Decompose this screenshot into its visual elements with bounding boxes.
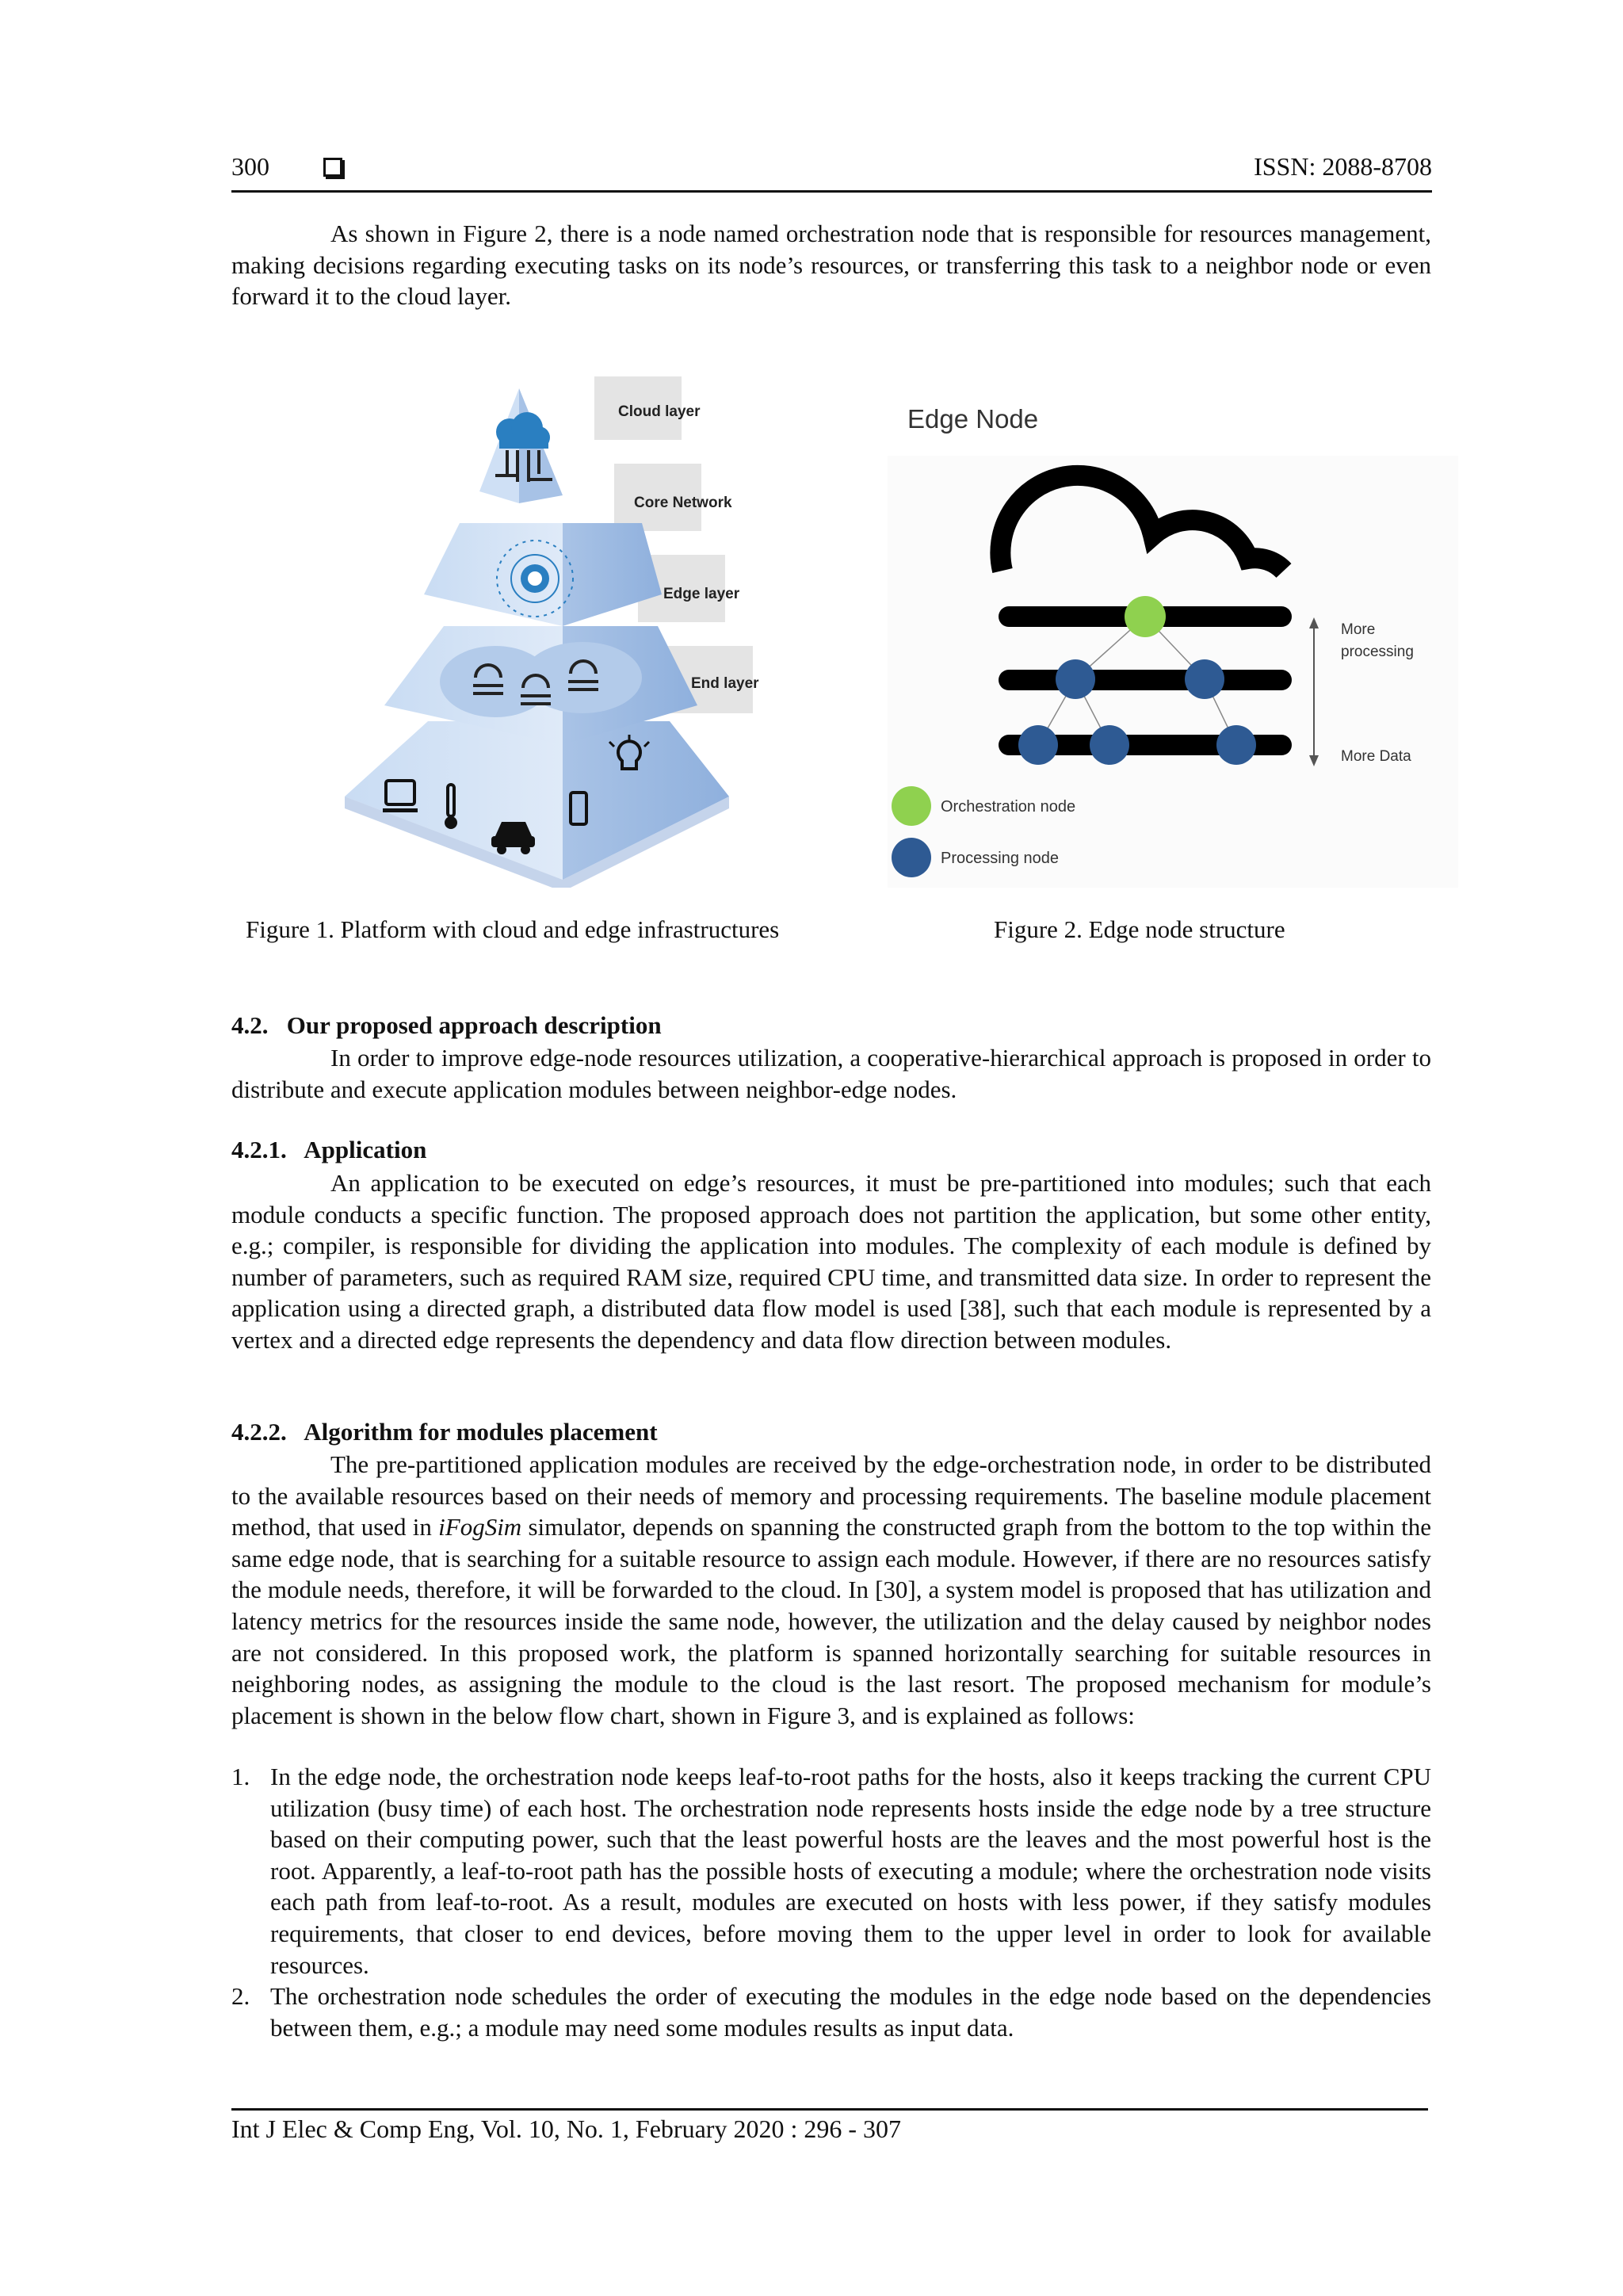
processing-node <box>1216 725 1256 765</box>
figure2-edge-node <box>888 392 1458 888</box>
arrow-top-label-2: processing <box>1341 644 1414 660</box>
figure2-title: Edge Node <box>907 404 1039 434</box>
figure2-caption: Figure 2. Edge node structure <box>994 915 1285 943</box>
processing-node <box>1090 725 1129 765</box>
figure1-label-core: Core Network <box>634 495 732 511</box>
figure1-label-edge: Edge layer <box>663 586 740 602</box>
legend-orchestration-swatch <box>892 786 931 826</box>
section-4-2-2-text <box>231 1449 1431 1731</box>
section-4-2-heading: 4.2. Our proposed approach description <box>231 1011 662 1039</box>
footer-citation: Int J Elec & Comp Eng, Vol. 10, No. 1, February 2020 : 296 - 307 <box>231 2115 901 2143</box>
text-span: simulator, depends on spanning the constructed graph from the bottom to the top within the same edge node, that is searching for a suitable resource to assign each module. However, if there are no resources satisfy the module needs, therefore, it will be forwarded to the cloud. In [30], a system model is proposed that has utilization and latency metrics for the resources inside the same node, however, the utilization and the delay caused by neighbor nodes are not considered. In this proposed work, the platform is spanned horizontally searching for suitable resources in neighboring nodes, as assigning the module to the cloud is the last resort. The proposed mechanism for module’s placement is shown in the below flow chart, shown in Figure 3, and is explained as follows: <box>231 1513 1432 1729</box>
text-span: The pre-partitioned application modules are received by the edge-orchestration node, in order to be distributed to the available resources based on their needs of memory and processing requirements. The baseline module placement method, that used in <box>231 1450 1431 1541</box>
figure1-caption: Figure 1. Platform with cloud and edge infrastructures <box>246 915 780 943</box>
simulator-name: iFogSim <box>438 1513 522 1541</box>
legend-processing-label: Processing node <box>941 850 1059 867</box>
figure1-label-cloud: Cloud layer <box>618 403 701 420</box>
legend-processing-swatch <box>892 838 931 877</box>
intro-paragraph: As shown in Figure 2, there is a node named orchestration node that is responsible for resources management, making decisions regarding executing tasks on its node’s resources, or transferring this task to a neighbor node or even forward it to the cloud layer. <box>231 220 1431 311</box>
figure1-label-end: End layer <box>691 675 759 692</box>
header-rule <box>231 190 1432 193</box>
arrow-top-label-1: More <box>1341 621 1376 638</box>
orchestration-node <box>1125 596 1166 637</box>
level-bar-middle <box>999 670 1292 690</box>
figure1-pyramid <box>297 365 789 888</box>
section-4-2-1-heading: 4.2.1. Application <box>231 1136 427 1163</box>
placement-steps-list <box>231 1761 1431 2043</box>
issn: ISSN: 2088-8708 <box>1254 152 1432 181</box>
legend-orchestration-label: Orchestration node <box>941 798 1076 816</box>
list-item: The orchestration node schedules the order of executing the modules in the edge node based on the dependencies between them, e.g.; a module may need some modules results as input data. <box>270 1982 1431 2042</box>
processing-node <box>1056 659 1095 699</box>
processing-node <box>1018 725 1058 765</box>
processing-node <box>1185 659 1224 699</box>
list-item: In the edge node, the orchestration node keeps leaf-to-root paths for the hosts, also it keeps tracking the current CPU utilization (busy time) of each host. The orchestration node represents hosts inside the edge node by a tree structure based on their computing power, such that the least powerful hosts are the leaves and the most powerful host is the root. Apparently, a leaf-to-root path has the possible hosts of executing a module; where the orchestration node visits each path from leaf-to-root. As a result, modules are executed on hosts with less power, if they satisfy modules requirements, that closer to end devices, before moving them to the upper level in order to look for available resources. <box>270 1763 1431 1979</box>
section-4-2-text: In order to improve edge-node resources utilization, a cooperative-hierarchical approach is proposed in order to distribute and execute application modules between neighbor-edge nodes. <box>231 1044 1431 1103</box>
arrow-bottom-label: More Data <box>1341 748 1411 765</box>
page-number: 300 <box>231 152 269 181</box>
footer-rule <box>231 2108 1428 2111</box>
section-4-2-2-heading: 4.2.2. Algorithm for modules placement <box>231 1418 658 1446</box>
box-glyph-icon <box>323 158 342 177</box>
section-4-2-1-text: An application to be executed on edge’s resources, it must be pre-partitioned into modules; such that each module conducts a specific function. The proposed approach does not partition the application, but some other entity, e.g.; compiler, is responsible for dividing the application into modules. The complexity of each module is defined by number of parameters, such as required RAM size, required CPU time, and transmitted data size. In order to represent the application using a directed graph, a distributed data flow model is used [38], such that each module is represented by a vertex and a directed edge represents the dependency and data flow direction between modules. <box>231 1169 1431 1354</box>
